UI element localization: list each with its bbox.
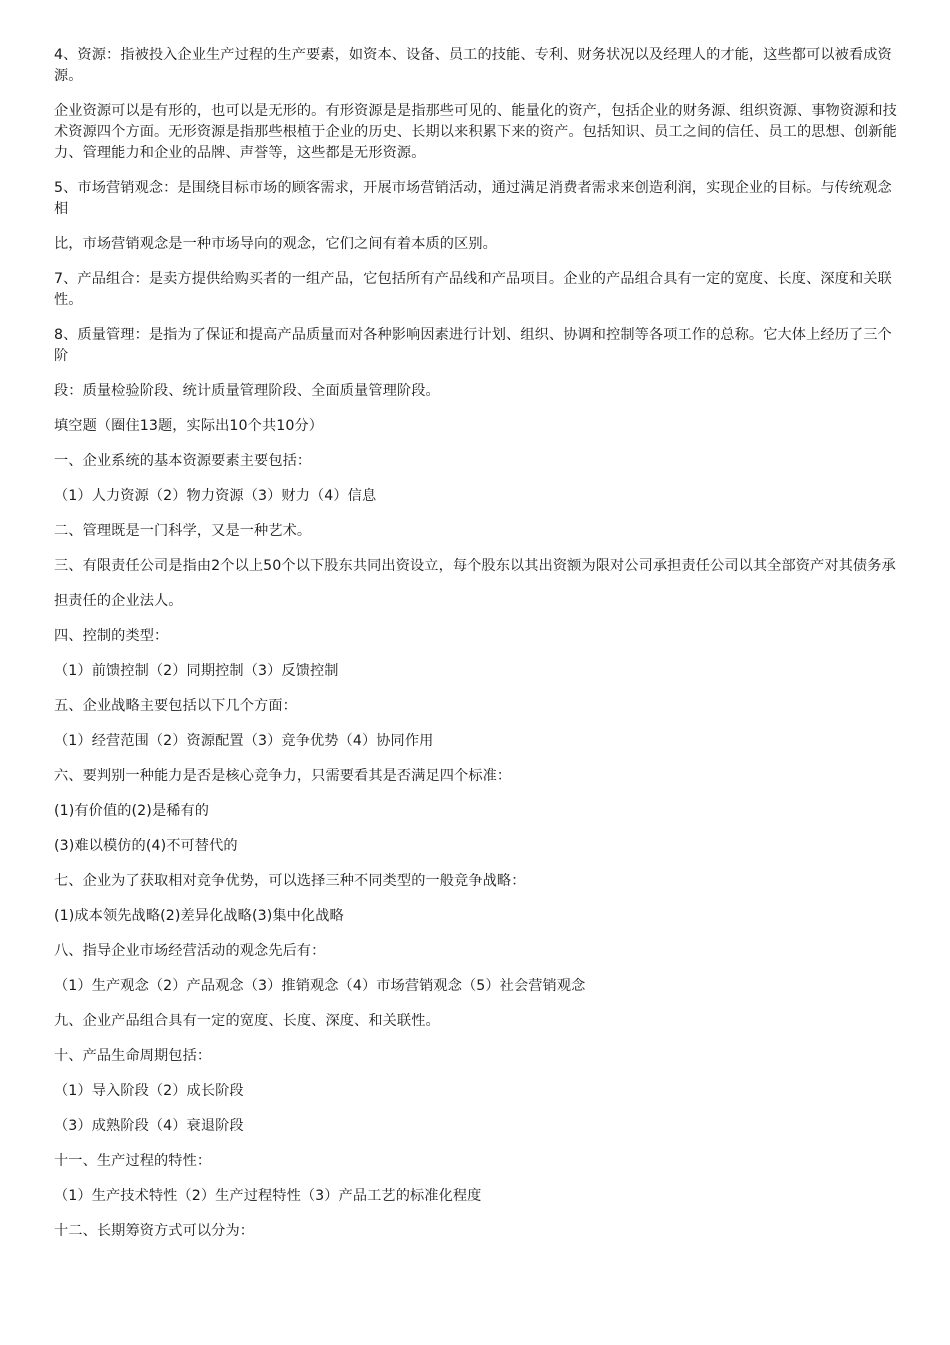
question-1: 一、企业系统的基本资源要素主要包括： — [54, 453, 312, 469]
question-3: 三、有限责任公司是指由2个以上50个以下股东共同出资设立，每个股东以其出资额为限对公司承担责任公司以其全部资产对其债务承 — [54, 558, 896, 574]
paragraph-quality-management: 8、质量管理：是指为了保证和提高产品质量而对各种影响因素进行计划、组织、协调和控制等各项工作的总称。它大体上经历了三个阶 — [54, 327, 892, 364]
paragraph-resources-definition: 4、资源：指被投入企业生产过程的生产要素，如资本、设备、员工的技能、专利、财务状况以及经理人的才能，这些都可以被看成资源。 — [54, 47, 892, 84]
question-6: 六、要判别一种能力是否是核心竞争力，只需要看其是否满足四个标准： — [54, 768, 512, 784]
answer-6-part-2: (3)难以模仿的(4)不可替代的 — [54, 838, 238, 854]
answer-1: （1）人力资源（2）物力资源（3）财力（4）信息 — [54, 488, 377, 504]
question-12: 十二、长期筹资方式可以分为： — [54, 1223, 255, 1239]
question-11: 十一、生产过程的特性： — [54, 1153, 212, 1169]
answer-11: （1）生产技术特性（2）生产过程特性（3）产品工艺的标准化程度 — [54, 1188, 482, 1204]
question-5: 五、企业战略主要包括以下几个方面： — [54, 698, 297, 714]
answer-5: （1）经营范围（2）资源配置（3）竞争优势（4）协同作用 — [54, 733, 434, 749]
paragraph-marketing-concept: 5、市场营销观念：是围绕目标市场的顾客需求，开展市场营销活动，通过满足消费者需求来创造利润，实现企业的目标。与传统观念相 — [54, 180, 892, 217]
paragraph-resources-types: 企业资源可以是有形的，也可以是无形的。有形资源是是指那些可见的、能量化的资产，包括企业的财务源、组织资源、事物资源和技术资源四个方面。无形资源是指那些根植于企业的历史、长期以来积累下来的资产。包括知识、员工之间的信任、员工的思想、创新能力、管理能力和企业的品牌、声誉等，这些都是无形资源。 — [54, 103, 897, 161]
document-body — [54, 45, 904, 1256]
answer-10-part-1: （1）导入阶段（2）成长阶段 — [54, 1083, 244, 1099]
question-9: 九、企业产品组合具有一定的宽度、长度、深度、和关联性。 — [54, 1013, 440, 1029]
question-7: 七、企业为了获取相对竞争优势，可以选择三种不同类型的一般竞争战略： — [54, 873, 526, 889]
answer-10-part-2: （3）成熟阶段（4）衰退阶段 — [54, 1118, 244, 1134]
paragraph-marketing-concept-cont: 比，市场营销观念是一种市场导向的观念，它们之间有着本质的区别。 — [54, 236, 497, 252]
paragraph-quality-stages: 段：质量检验阶段、统计质量管理阶段、全面质量管理阶段。 — [54, 383, 440, 399]
paragraph-product-mix: 7、产品组合：是卖方提供给购买者的一组产品，它包括所有产品线和产品项目。企业的产品组合具有一定的宽度、长度、深度和关联性。 — [54, 271, 892, 308]
answer-7: (1)成本领先战略(2)差异化战略(3)集中化战略 — [54, 908, 344, 924]
question-8: 八、指导企业市场经营活动的观念先后有： — [54, 943, 326, 959]
section-heading-fill-in: 填空题（圈住13题，实际出10个共10分） — [54, 418, 324, 434]
question-3-cont: 担责任的企业法人。 — [54, 593, 183, 609]
question-4: 四、控制的类型： — [54, 628, 169, 644]
answer-8: （1）生产观念（2）产品观念（3）推销观念（4）市场营销观念（5）社会营销观念 — [54, 978, 586, 994]
answer-6-part-1: (1)有价值的(2)是稀有的 — [54, 803, 210, 819]
question-2: 二、管理既是一门科学，又是一种艺术。 — [54, 523, 312, 539]
answer-4: （1）前馈控制（2）同期控制（3）反馈控制 — [54, 663, 339, 679]
question-10: 十、产品生命周期包括： — [54, 1048, 212, 1064]
